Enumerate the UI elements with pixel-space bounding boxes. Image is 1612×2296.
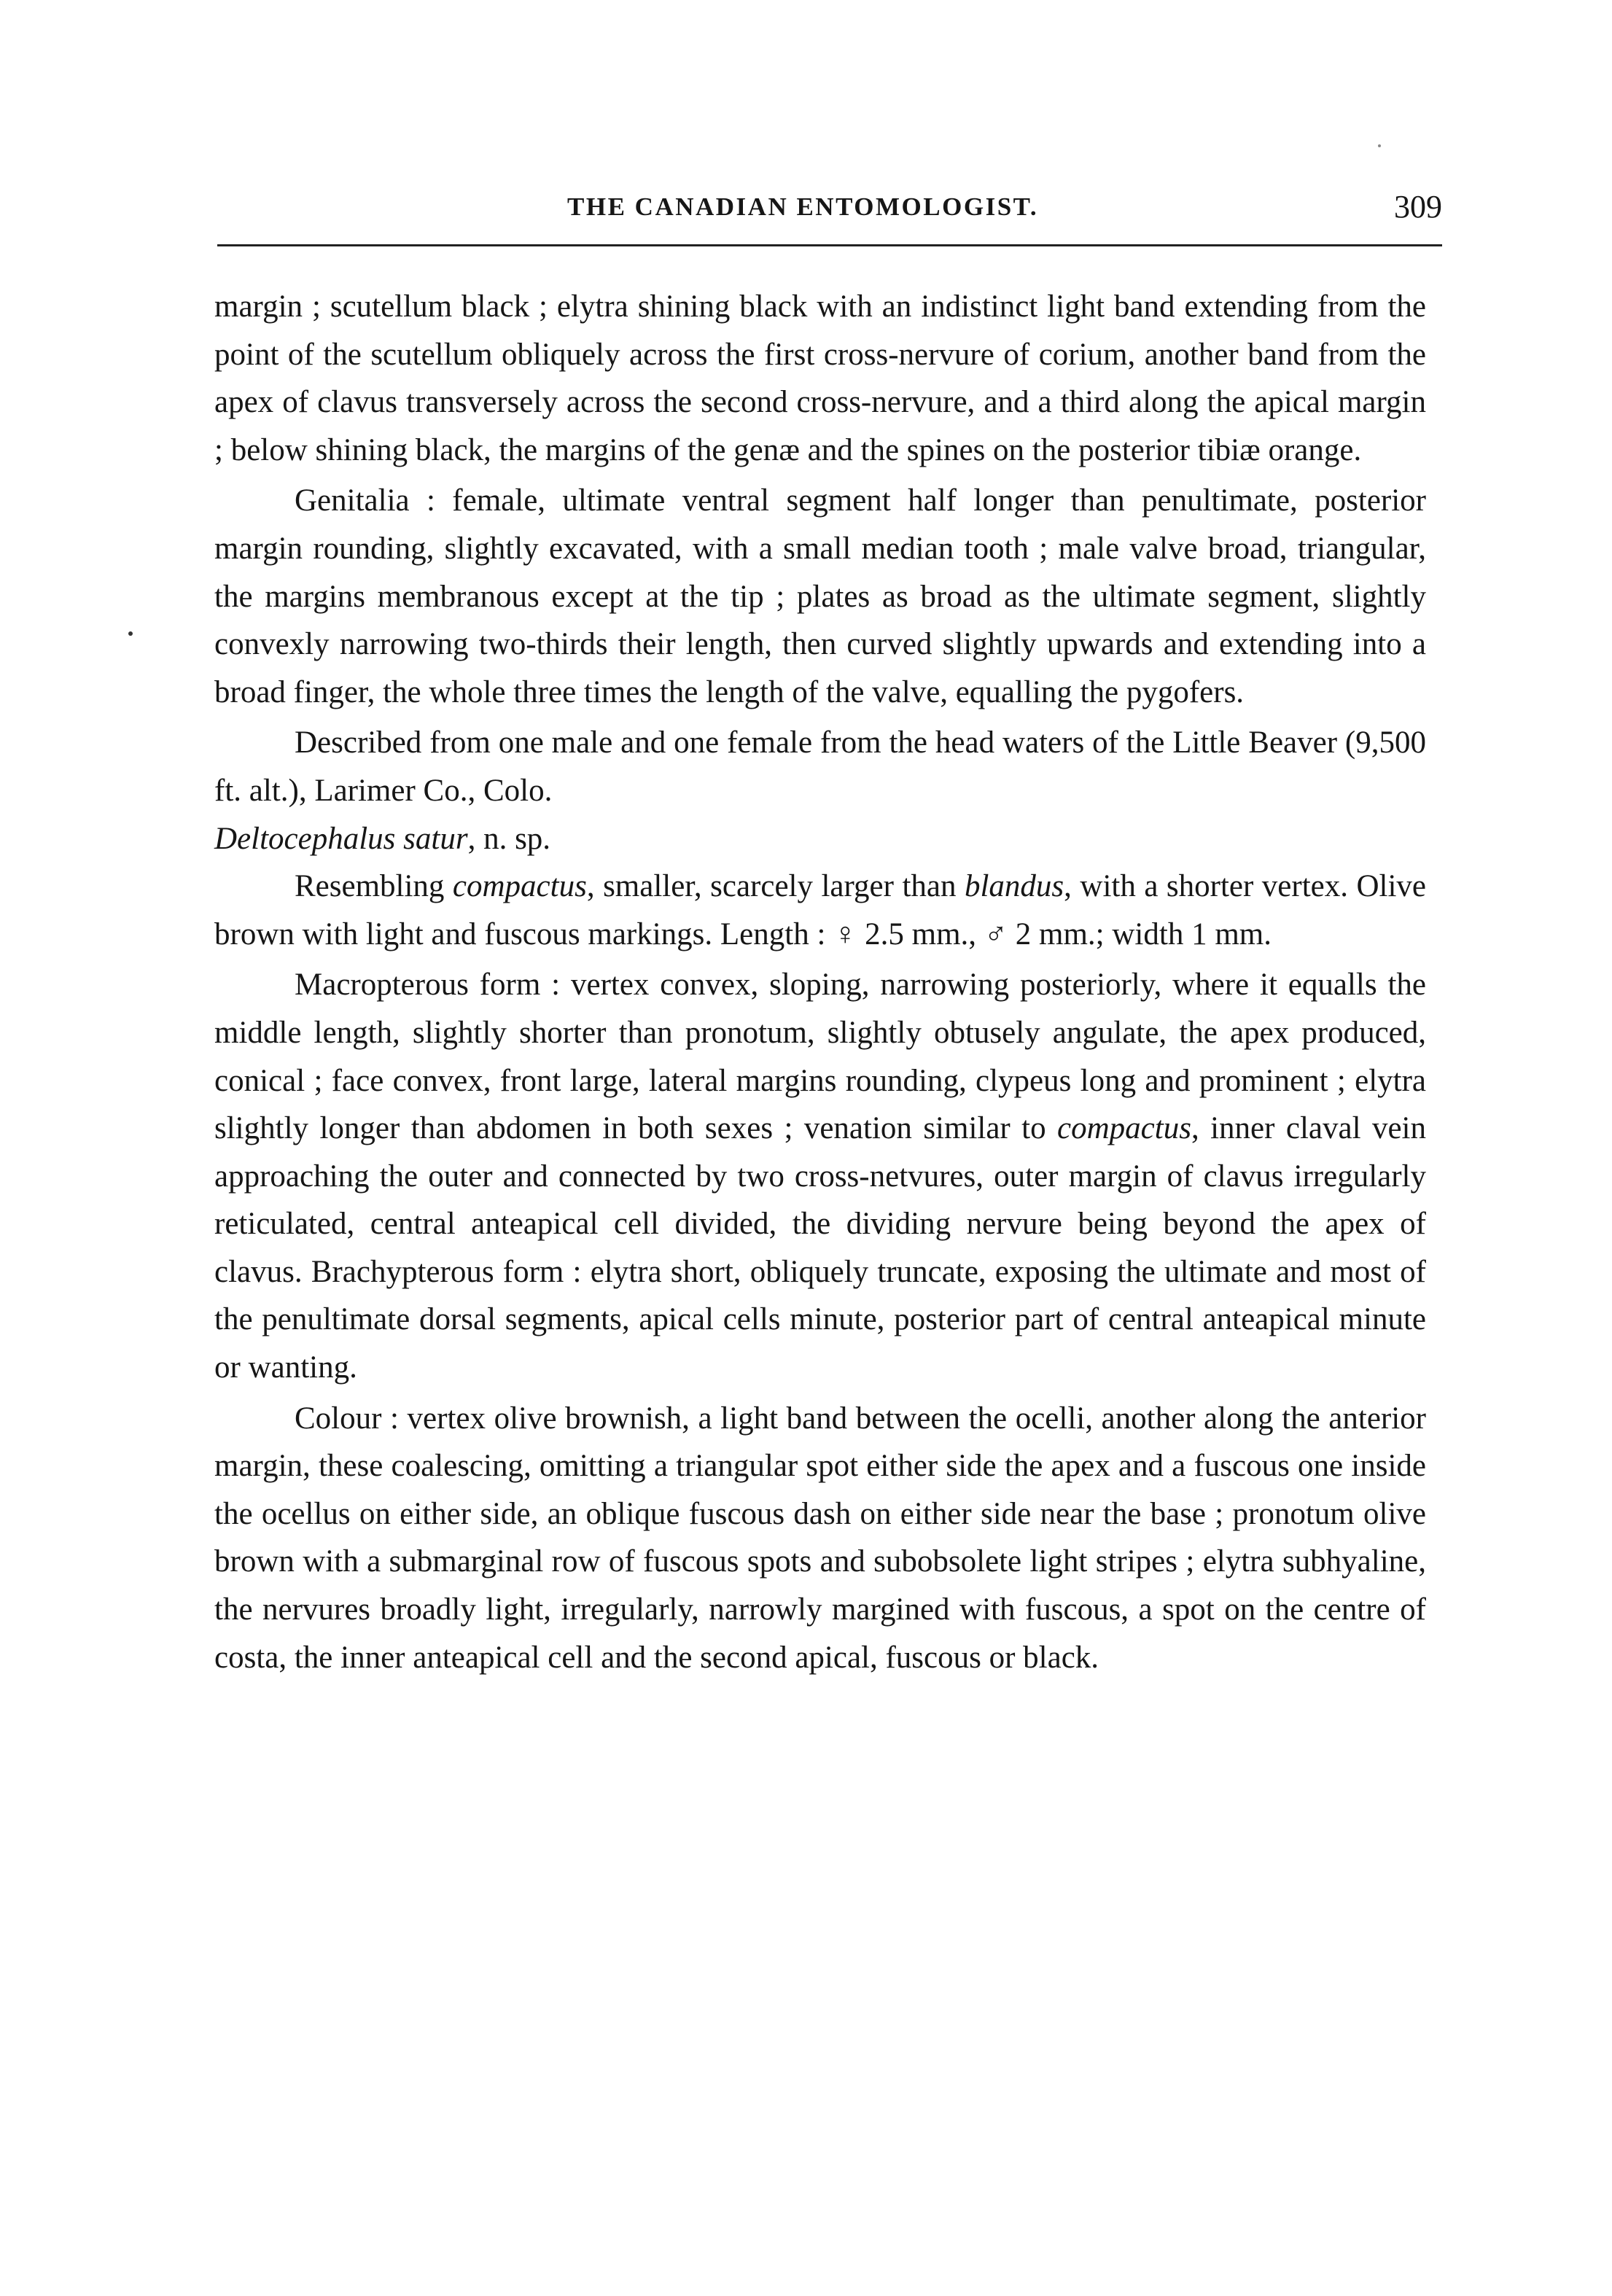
macropterous-text-1: Macropterous form : vertex convex, sloping, narrowing posteriorly, where it equalls the middle length, slightly shorter than pronotum, slightly obtusely angulate, the apex produced, conical ; face convex, front large, lateral margins rounding, clypeus long and prominent ; elytra slightly longer than abdomen in both sexes ; venation similar to — [214, 968, 1426, 1146]
running-title: THE CANADIAN ENTOMOLOGIST. — [567, 192, 1039, 221]
margin-mark — [128, 631, 133, 636]
header-rule — [217, 244, 1442, 246]
paragraph-colour: Colour : vertex olive brownish, a light band between the ocelli, another along the anterior margin, these coalescing, omitting a triangular spot either side the apex and a fuscous one inside the ocellus on either side, an oblique fuscous dash on either side near the base ; pronotum olive brown with a submarginal row of fuscous spots and subobsolete light stripes ; elytra subhyaline, the nervures broadly light, irregularly, narrowly margined with fuscous, a spot on the centre of costa, the inner anteapical cell and the second apical, fuscous or black. — [214, 1401, 1426, 1675]
resemblance-text-2: , smaller, scarcely larger than — [586, 869, 965, 904]
paragraph-elytra-description: margin ; scutellum black ; elytra shining black with an indistinct light band extending from the point of the scutellum obliquely across the first cross-nervure of corium, another band from the apex of clavus transversely across the second cross-nervure, and a third along the apical margin ; below shining black, the margins of the genæ and the spines on the posterior tibiæ orange. — [214, 289, 1426, 467]
page-number: 309 — [1394, 189, 1442, 225]
running-head — [210, 188, 1442, 232]
text-body — [214, 283, 1426, 1681]
resemblance-taxon-2: blandus — [964, 869, 1064, 904]
resemblance-taxon-1: compactus — [452, 869, 587, 904]
paragraph-resemblance — [214, 863, 1426, 958]
species-suffix: , n. sp. — [467, 821, 551, 856]
species-name: Deltocephalus satur — [214, 821, 468, 856]
resemblance-text-3: , with a shorter vertex. Olive brown with light and fuscous markings. Length : ♀ 2.5 mm., ♂ 2 mm.; width 1 mm. — [214, 869, 1426, 952]
paragraph-genitalia: Genitalia : female, ultimate ventral segment half longer than penultimate, posterior margin rounding, slightly excavated, with a small median tooth ; male valve broad, triangular, the margins membranous except at the tip ; plates as broad as the ultimate segment, slightly convexly narrowing two-thirds their length, then curved slightly upwards and extending into a broad finger, the whole three times the length of the valve, equalling the pygofers. — [214, 483, 1426, 709]
speck-mark — [1378, 144, 1381, 147]
macropterous-taxon: compactus — [1057, 1111, 1191, 1146]
macropterous-text-2: , inner claval vein approaching the outer and connected by two cross-netvures, outer margin of clavus irregularly reticulated, central anteapical cell divided, the dividing nervure being beyond the apex of clavus. Brachypterous form : elytra short, obliquely truncate, exposing the ultimate and most of the penultimate dorsal segments, apical cells minute, posterior part of central anteapical minute or wanting. — [214, 1111, 1426, 1385]
paragraph-macropterous-form — [214, 961, 1426, 1391]
paragraph-type-locality: Described from one male and one female from the head waters of the Little Beaver (9,500 ft. alt.), Larimer Co., Colo. — [214, 725, 1426, 808]
species-heading — [214, 815, 1426, 863]
resemblance-text-1: Resembling — [295, 869, 453, 904]
